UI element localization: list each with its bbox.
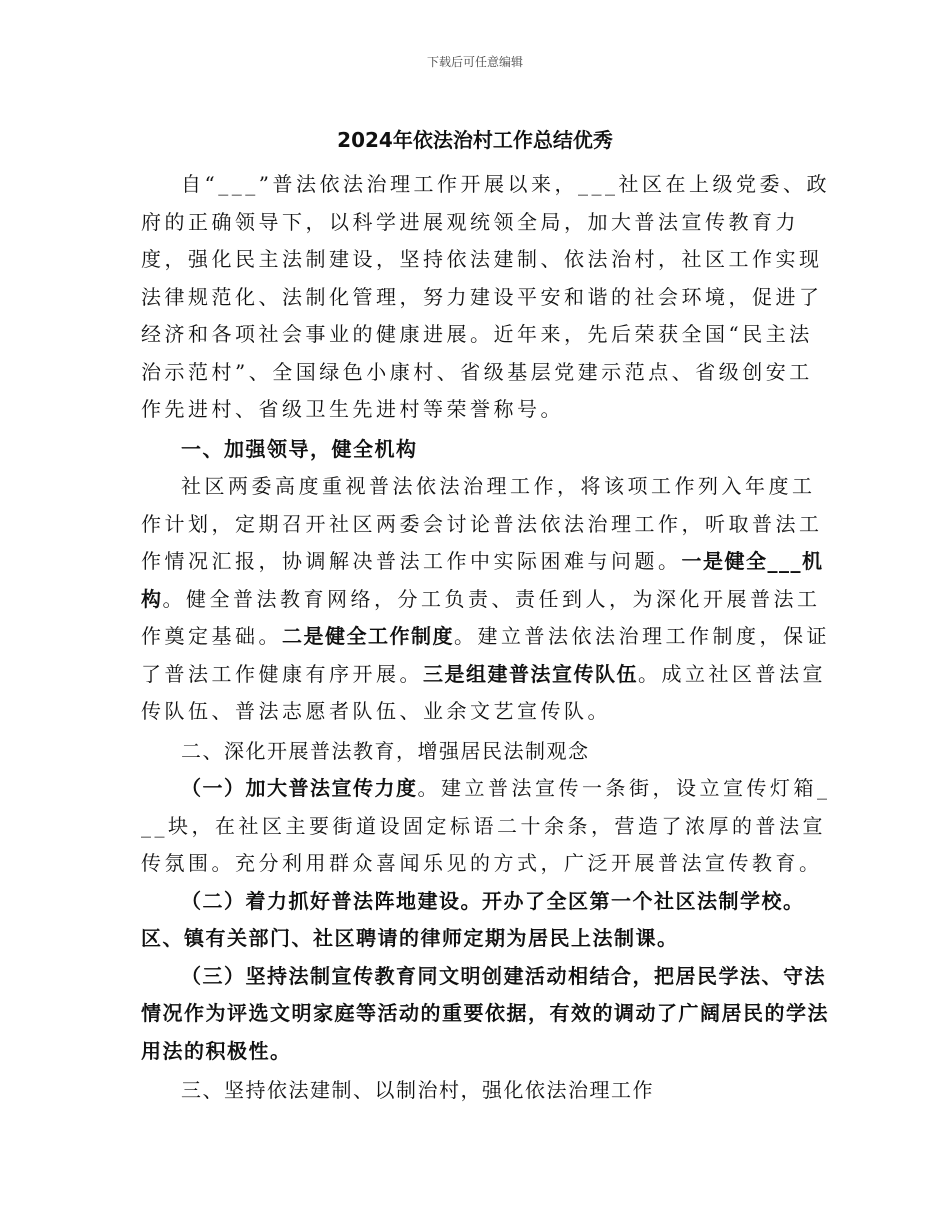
document-title: 2024年依法治村工作总结优秀 bbox=[337, 128, 613, 152]
section1-bold-b: 二是健全工作制度 bbox=[282, 624, 454, 648]
section1-text-d: 。成立社区普法宣传队伍、普法志愿者队伍、业余文艺宣传队。 bbox=[141, 661, 826, 723]
section1-bold-c: 三是组建普法宣传队伍 bbox=[423, 661, 638, 686]
section1-bold-a: 一是健全___机构 bbox=[141, 549, 824, 611]
header-note: 下载后可任意编辑 bbox=[426, 55, 523, 69]
section2-item2: （二）着力抓好普法阵地建设。开办了全区第一个社区法制学校。区、镇有关部门、社区聘请的律师定期为居民上法制课。 bbox=[141, 888, 805, 950]
section1-text-a: 社区两委高度重视普法依法治理工作，将该项工作列入年度工作计划，定期召开社区两委会讨论普法依法治理工作，听取普法工作情况汇报，协调解决普法工作中实际困难与问题。 bbox=[141, 474, 823, 573]
section2-item1-text: 。建立普法宣传一条街，设立宣传灯箱___块，在社区主要街道设固定标语二十余条，营造了浓厚的普法宣传氛围。充分利用群众喜闻乐见的方式，广泛开展普法宣传教育。 bbox=[141, 776, 831, 875]
section2-item1 bbox=[141, 770, 831, 883]
section1-text-c: 。建立普法依法治理工作制度，保证了普法工作健康有序开展。 bbox=[141, 624, 830, 686]
section1-heading: 一、加强领导，健全机构 bbox=[181, 436, 418, 461]
section3-heading: 三、坚持依法建制、以制治村，强化依法治理工作 bbox=[181, 1078, 654, 1102]
section1-paragraph bbox=[141, 468, 831, 731]
section1-text-b: 。健全普法教育网络，分工负责、责任到人，为深化开展普法工作奠定基础。 bbox=[141, 586, 821, 648]
section2-item3: （三）坚持法制宣传教育同文明创建活动相结合，把居民学法、守法情况作为评选文明家庭等活动的重要依据，有效的调动了广阔居民的学法用法的积极性。 bbox=[141, 963, 829, 1063]
section2-heading: 二、深化开展普法教育，增强居民法制观念 bbox=[181, 738, 590, 763]
intro-paragraph: 自“___”普法依法治理工作开展以来，___社区在上级党委、政府的正确领导下，以科学进展观统领全局，加大普法宣传教育力度，强化民主法制建设，坚持依法建制、依法治村，社区工作实现法律规范化、法制化管理，努力建设平安和谐的社会环境，促进了经济和各项社会事业的健康进展。近年来，先后荣获全国“民主法治示范村”、全国绿色小康村、省级基层党建示范点、省级创安工作先进村、省级卫生先进村等荣誉称号。 bbox=[141, 172, 830, 421]
section2-item1-bold: （一）加大普法宣传力度 bbox=[181, 776, 418, 800]
document-body bbox=[141, 166, 831, 1110]
